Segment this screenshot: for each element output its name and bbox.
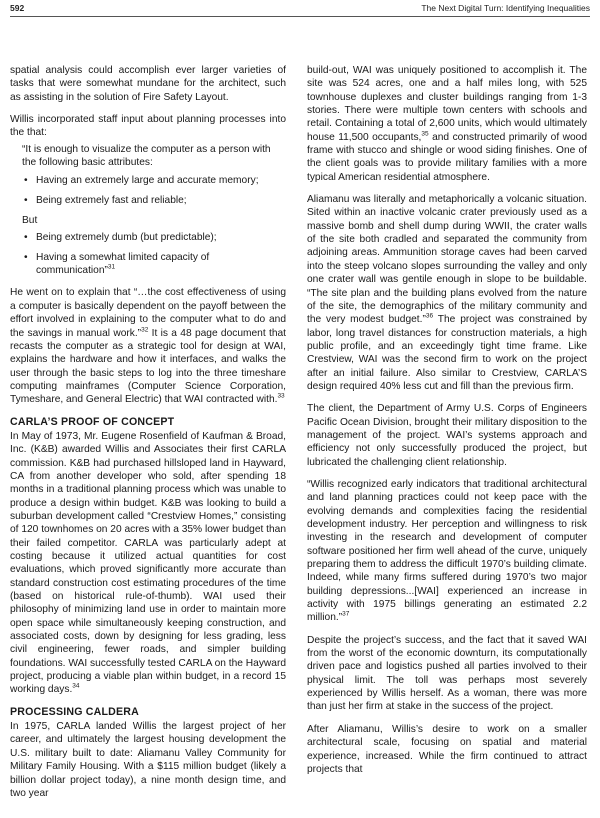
paragraph-text: The project was constrained by labor, long travel distances for construction materials, a high public profile, and an exceedingly tight time frame. Like Crestview, WAI was the second firm to work on the project after an initial failure. Also similar to Crestview, CARLA’S design required 40% less cut and fill than the previous firm. [307,314,587,392]
footnote-marker[interactable]: 32 [141,326,149,334]
paragraph-text: Aliamanu was literally and metaphorically a volcanic situation. Sited within an inactive volcanic crater previously used as a massive bomb and shell dump during WWII, the crater walls of the site both cradled and separated the community from adjoining areas. Ammunition storage caves had been carved into the steep volcano slopes surrounding the valley and only one crater wall was gentile enough in slope to be buildable. “The site plan and the building plans evolved from the nature of the site, the demographics of the military community and the very modest budget.” [307,194,587,326]
paragraph-text: and constructed primarily of wood frame with stucco and shingle or wood siding finishes. One of the client goals was to provide military families with a more typical American residential atmosphere. [307,131,588,183]
quote-intro: “It is enough to visualize the computer as a person with the following basic attributes: [22,143,271,169]
block-quote [22,143,286,278]
footnote-marker[interactable]: 34 [72,683,80,691]
paragraph: Willis incorporated staff input about planning processes into the that: [10,114,286,139]
footnote-marker[interactable]: 36 [425,312,434,320]
list-item: • Being extremely fast and reliable; [22,194,286,207]
page-number: 592 [10,3,25,13]
footnote-marker[interactable]: 33 [277,392,285,400]
paragraph-text: build-out, WAI was uniquely positioned to accomplish it. The site was 524 acres, one and a half miles long, with 525 townhouse duplexes and cluster buildings ranging from 1-3 stories. There were multiple town centers with schools and retail. Containing a total of 2,600 units, which would ultimately house 11,500 occupants, [307,65,587,143]
footnote-marker[interactable]: 31 [107,263,116,271]
paragraph [10,430,286,697]
bullet-list [22,231,286,277]
paragraph: In 1975, CARLA landed Willis the largest project of her career, and ultimately the largest housing development the U.S. military built to date: Aliamanu Valley Community for Military Family Housing. With a $115 million budget (likely a billion dollar project today), a nine month design time, and two year [10,721,286,799]
paragraph-text: It is a 48 page document that recasts the computer as a strategic tool for design at WAI, explains the hardware and how it interfaces, and walks the user through the basic steps to log into the three timeshare computing mainframes (Computer Science Corporation, Tymeshare, and General Electric) that WAI contracted with. [10,327,286,406]
paragraph: spatial analysis could accomplish ever larger varieties of tasks that were somewhat mundane for the architect, such as assisting in the solution of Fire Safety Layout. [10,65,286,103]
list-item [22,251,286,278]
list-item: • Having an extremely large and accurate memory; [22,174,286,187]
paragraph: The client, the Department of Army U.S. Corps of Engineers Pacific Ocean Division, brought their military disposition to the management of the project. WAI’s systems approach and efficiency not only successfully produced the project, but lubricated the challenging client relationship. [307,403,587,468]
footnote-marker[interactable]: 37 [342,611,350,619]
paragraph [307,64,587,184]
paragraph [307,193,587,393]
section-heading: PROCESSING CALDERA [10,705,139,718]
paragraph-text: “Willis recognized early indicators that traditional architectural and land planning practices could not keep pace with the evolving demands and complexities facing the residential development industry. Her perception and willingness to risk investing in the research and development of computer software positioned her firm well ahead of the curve, uniquely preparing them to address the difficult 1970’s building climate. Indeed, while many firms suffered during 1970’s two major building depressions...[WAI] experienced an increase in activity with 1975 billings generating an estimated 2.2 million.” [307,478,587,624]
running-title: The Next Digital Turn: Identifying Inequalities [421,3,590,13]
list-item-text: Having a somewhat limited capacity of communication” [36,251,210,277]
paragraph [307,478,587,625]
quote-but: But [22,215,38,227]
list-item: • Being extremely dumb (but predictable); [22,231,286,244]
right-column [307,64,587,785]
paragraph-text: In May of 1973, Mr. Eugene Rosenfield of Kaufman & Broad, Inc. (K&B) awarded Willis and Associates their first CARLA commission. K&B had purchased hillsloped land in Hayward, CA from another developer who sold, after spending 18 months in a traditional planning process which was unable to produce a design within budget. K&B was looking to build a suburban development called “Crestview Homes,” consisting of 120 townhomes on 20 acres with a 35% lower budget than their failed competitor. CARLA was particularly adept at costing because it utilized actual quantities for cost evaluations, which proved significantly more accurate than standard construction cost estimating procedures of the time (based on historical rule-of-thumb). WAI used their philosophy of minimizing land use in order to maintain more open space while simultaneously keeping construction, and associated costs, down by designing for less grading, less civil engineering, fewer roads, and simpler building foundations. WAI successfully tested CARLA on the Hayward project, producing a viable plan within budget, in a record 15 working days. [10,430,286,696]
section-heading: CARLA’S PROOF OF CONCEPT [10,415,175,428]
left-column [10,64,286,809]
footnote-marker[interactable]: 35 [421,130,429,138]
paragraph [10,286,286,406]
paragraph: Despite the project’s success, and the fact that it saved WAI from the worst of the economic downturn, its computationally driven pace and logistics pushed all parties involved to their physical limit. The toll was perhaps most severely experienced by Willis herself. As a woman, there was more than just her firm at stake in the success of the project. [307,634,587,713]
header-rule [10,16,590,17]
bullet-list [22,174,286,207]
paragraph: After Aliamanu, Willis’s desire to work on a smaller architectural scale, focusing on spatial and material experience, increased. While the firm continued to attract projects that [307,723,587,775]
paragraph-text: He went on to explain that “…the cost effectiveness of using a computer is basically dependent on the payoff between the effort involved in explaining to the computer what to do and the savings in manual work.” [10,287,286,339]
